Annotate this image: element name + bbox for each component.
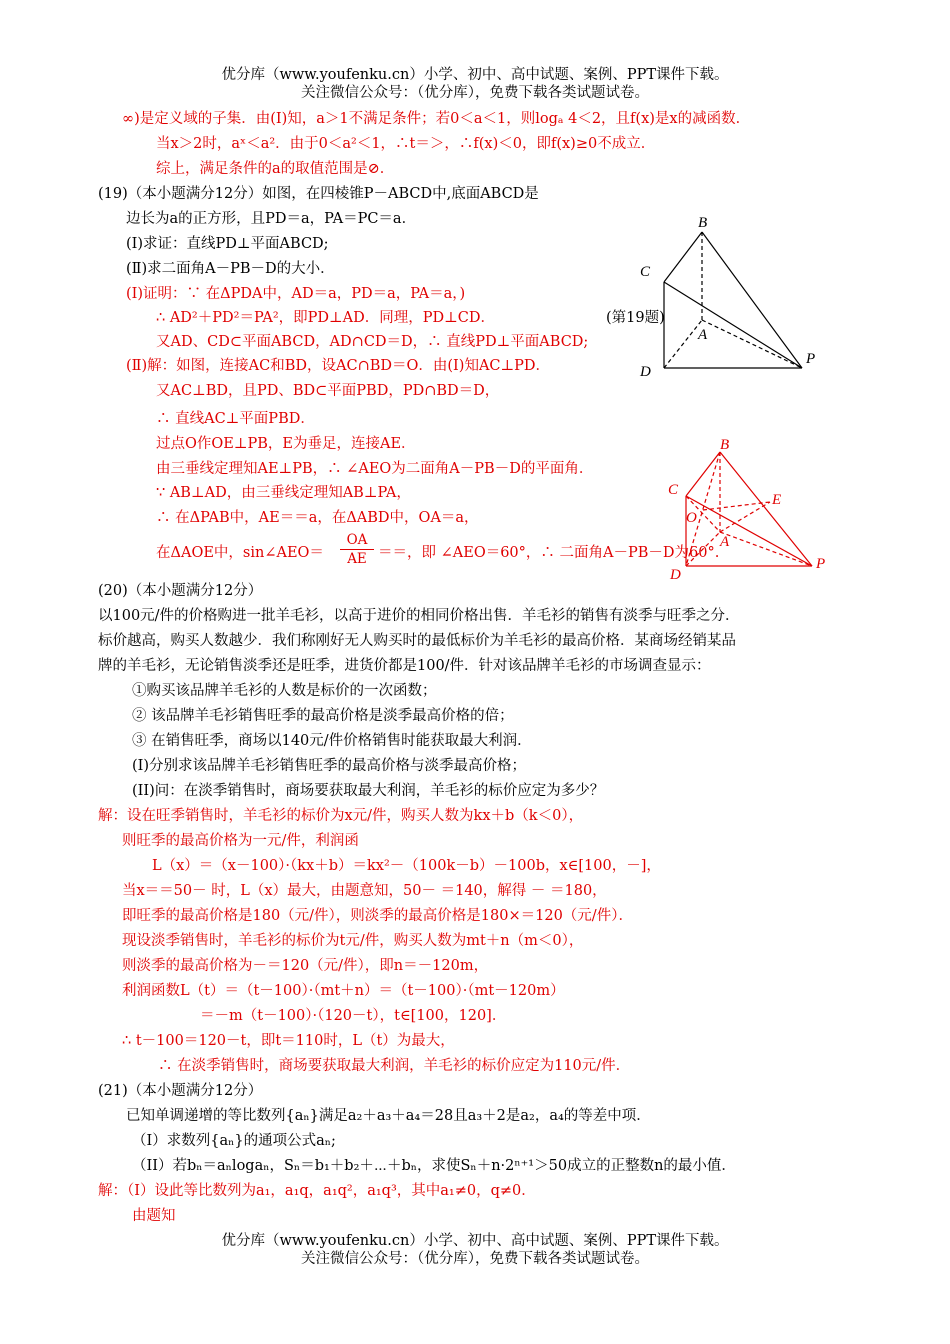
q20-stem-line-6: ② 该品牌羊毛衫销售旺季的最高价格是淡季最高价格的倍； (132, 708, 514, 724)
q20-stem-line-5: ①购买该品牌羊毛衫的人数是标价的一次函数； (132, 683, 437, 699)
pyramid-figure-2 (660, 436, 840, 586)
q18-solution-line-3: 综上，满足条件的a的取值范围是⊘． (156, 161, 395, 177)
label-b: B (698, 215, 708, 231)
q20-solution-line-4: 当x＝＝50－ 时，L（x）最大，由题意知，50－ ＝140，解得 － ＝180， (122, 883, 607, 899)
header-line-2: 关注微信公众号：（优分库），免费下载各类试题试卷。 (301, 85, 649, 101)
q19-solution-line-5: 又AC⊥BD，且PD、BD⊂平面PBD，PD∩BD＝D， (156, 383, 500, 399)
q18-solution-line-2: 当x＞2时，aˣ＜a²．由于0＜a²＜1，∴t＝＞，∴f(x)＜0，即f(x)≥0不成立． (156, 136, 656, 152)
label-p: P (816, 556, 826, 572)
q19-solution-line-6: ∴ 直线AC⊥平面PBD． (156, 411, 315, 427)
q19-solution-line-3: 又AD、CD⊂平面ABCD，AD∩CD＝D，∴ 直线PD⊥平面ABCD; (156, 334, 589, 350)
q20-stem-line-8: (I)分别求该品牌羊毛衫销售旺季的最高价格与淡季最高价格； (132, 758, 527, 774)
q19-solution-line-11b: ＝＝，即 ∠AEO＝60°，∴ 二面角A－PB－D为60°. (378, 545, 720, 561)
label-a: A (698, 327, 708, 343)
q20-solution-line-7: 则淡季的最高价格为－＝120（元/件），即n＝－120m， (122, 958, 489, 974)
q21-solution-line-1: 解：（I）设此等比数列为a₁，a₁q，a₁q²，a₁q³，其中a₁≠0，q≠0． (98, 1183, 536, 1199)
q20-solution-line-8: 利润函数L（t）＝（t－100）·（mt＋n）＝（t－100）·（mt－120m） (122, 983, 565, 999)
label-c: C (668, 482, 679, 498)
q19-solution-line-1: (Ⅰ)证明：∵ 在ΔPDA中，AD＝a，PD＝a，PA＝a，) (126, 286, 466, 302)
q19-solution-line-8: 由三垂线定理知AE⊥PB，∴ ∠AEO为二面角A－PB－D的平面角． (156, 461, 594, 477)
q20-solution-line-6: 现设淡季销售时，羊毛衫的标价为t元/件，购买人数为mt＋n（m＜0）， (122, 933, 584, 949)
footer-line-1: 优分库（www.youfenku.cn）小学、初中、高中试题、案例、PPT课件下载。 (221, 1233, 729, 1249)
pyramid-figure-1 (634, 212, 834, 382)
q20-solution-line-5: 即旺季的最高价格是180（元/件），则淡季的最高价格是180×＝120（元/件）． (122, 908, 633, 924)
q19-solution-line-11a: 在ΔAOE中，sin∠AEO＝ (156, 545, 324, 561)
q21-stem-line-2: 已知单调递增的等比数列{aₙ}满足a₂＋a₃＋a₄＝28且a₃＋2是a₂，a₄的等差中项． (126, 1108, 651, 1124)
q20-stem-line-1: (20)（本小题满分12分） (98, 583, 263, 599)
q18-solution-line-1: ∞)是定义域的子集．由(I)知，a＞1不满足条件；若0＜a＜1，则logₐ 4＜2，且f(x)是x的减函数． (122, 111, 751, 127)
q20-solution-line-2: 则旺季的最高价格为一元/件，利润函 (122, 833, 359, 849)
figure-caption: (第19题) (606, 310, 665, 326)
header-line-1: 优分库（www.youfenku.cn）小学、初中、高中试题、案例、PPT课件下载。 (221, 67, 729, 83)
q21-solution-line-2: 由题知 (132, 1208, 176, 1224)
q19-solution-line-10: ∴ 在ΔPAB中，AE＝＝a，在ΔABD中，OA＝a， (156, 510, 479, 526)
q20-solution-line-3: L（x）＝（x－100）·（kx＋b）＝kx²－（100k－b）－100b，x∈[100，－]， (152, 858, 661, 874)
q20-stem-line-9: (II)问：在淡季销售时，商场要获取最大利润，羊毛衫的标价应定为多少？ (132, 783, 605, 799)
q21-stem-line-3: （I）求数列{aₙ}的通项公式aₙ; (132, 1133, 336, 1149)
q20-solution-line-11: ∴ 在淡季销售时，商场要获取最大利润，羊毛衫的标价应定为110元/件． (158, 1058, 631, 1074)
label-o: O (686, 510, 697, 526)
q19-stem-line-3: (Ⅰ)求证：直线PD⊥平面ABCD; (126, 236, 329, 252)
fraction-numerator: OA (340, 532, 374, 550)
label-c: C (640, 264, 651, 280)
label-p: P (806, 351, 816, 367)
label-d: D (640, 364, 651, 380)
q20-solution-line-9: ＝－m（t－100）·（120－t），t∈[100，120]． (200, 1008, 507, 1024)
q20-stem-line-4: 牌的羊毛衫，无论销售淡季还是旺季，进货价都是100/件．针对该品牌羊毛衫的市场调查显示： (98, 658, 711, 674)
q20-solution-line-10: ∴ t－100＝120－t，即t＝110时，L（t）为最大， (122, 1033, 455, 1049)
q19-solution-line-2: ∴ AD²＋PD²＝PA²，即PD⊥AD．同理，PD⊥CD． (156, 310, 496, 326)
q21-stem-line-1: (21)（本小题满分12分） (98, 1083, 263, 1099)
label-e: E (772, 492, 782, 508)
q20-stem-line-3: 标价越高，购买人数越少．我们称刚好无人购买时的最低标价为羊毛衫的最高价格．某商场经销某品 (98, 633, 736, 649)
label-d: D (670, 567, 681, 583)
label-b: B (720, 437, 730, 453)
q20-solution-line-1: 解：设在旺季销售时，羊毛衫的标价为x元/件，购买人数为kx＋b（k＜0）， (98, 808, 584, 824)
q19-stem-line-4: (Ⅱ)求二面角A－PB－D的大小． (126, 261, 335, 277)
q19-solution-line-4: (Ⅱ)解：如图，连接AC和BD，设AC∩BD＝O．由(I)知AC⊥PD． (126, 358, 551, 374)
fraction-oa-ae (340, 532, 374, 569)
fraction-denominator: AE (347, 551, 367, 567)
q19-solution-line-7: 过点O作OE⊥PB，E为垂足，连接AE． (156, 436, 416, 452)
q19-stem-line-1: (19)（本小题满分12分）如图，在四棱锥P－ABCD中,底面ABCD是 (98, 186, 539, 202)
q20-stem-line-2: 以100元/件的价格购进一批羊毛衫，以高于进价的相同价格出售．羊毛衫的销售有淡季与旺季之分． (98, 608, 740, 624)
label-a: A (720, 534, 730, 550)
footer-line-2: 关注微信公众号：（优分库），免费下载各类试题试卷。 (301, 1251, 649, 1267)
q19-stem-line-2: 边长为a的正方形，且PD＝a，PA＝PC＝a． (126, 211, 417, 227)
q19-solution-line-9: ∵ AB⊥AD，由三垂线定理知AB⊥PA， (156, 485, 411, 501)
q20-stem-line-7: ③ 在销售旺季，商场以140元/件价格销售时能获取最大利润． (132, 733, 532, 749)
q21-stem-line-4: （II）若bₙ＝aₙlogaₙ，Sₙ＝b₁＋b₂＋⋯＋bₙ，求使Sₙ＋n·2ⁿ⁺¹＞50成立的正整数n的最小值． (132, 1158, 736, 1174)
